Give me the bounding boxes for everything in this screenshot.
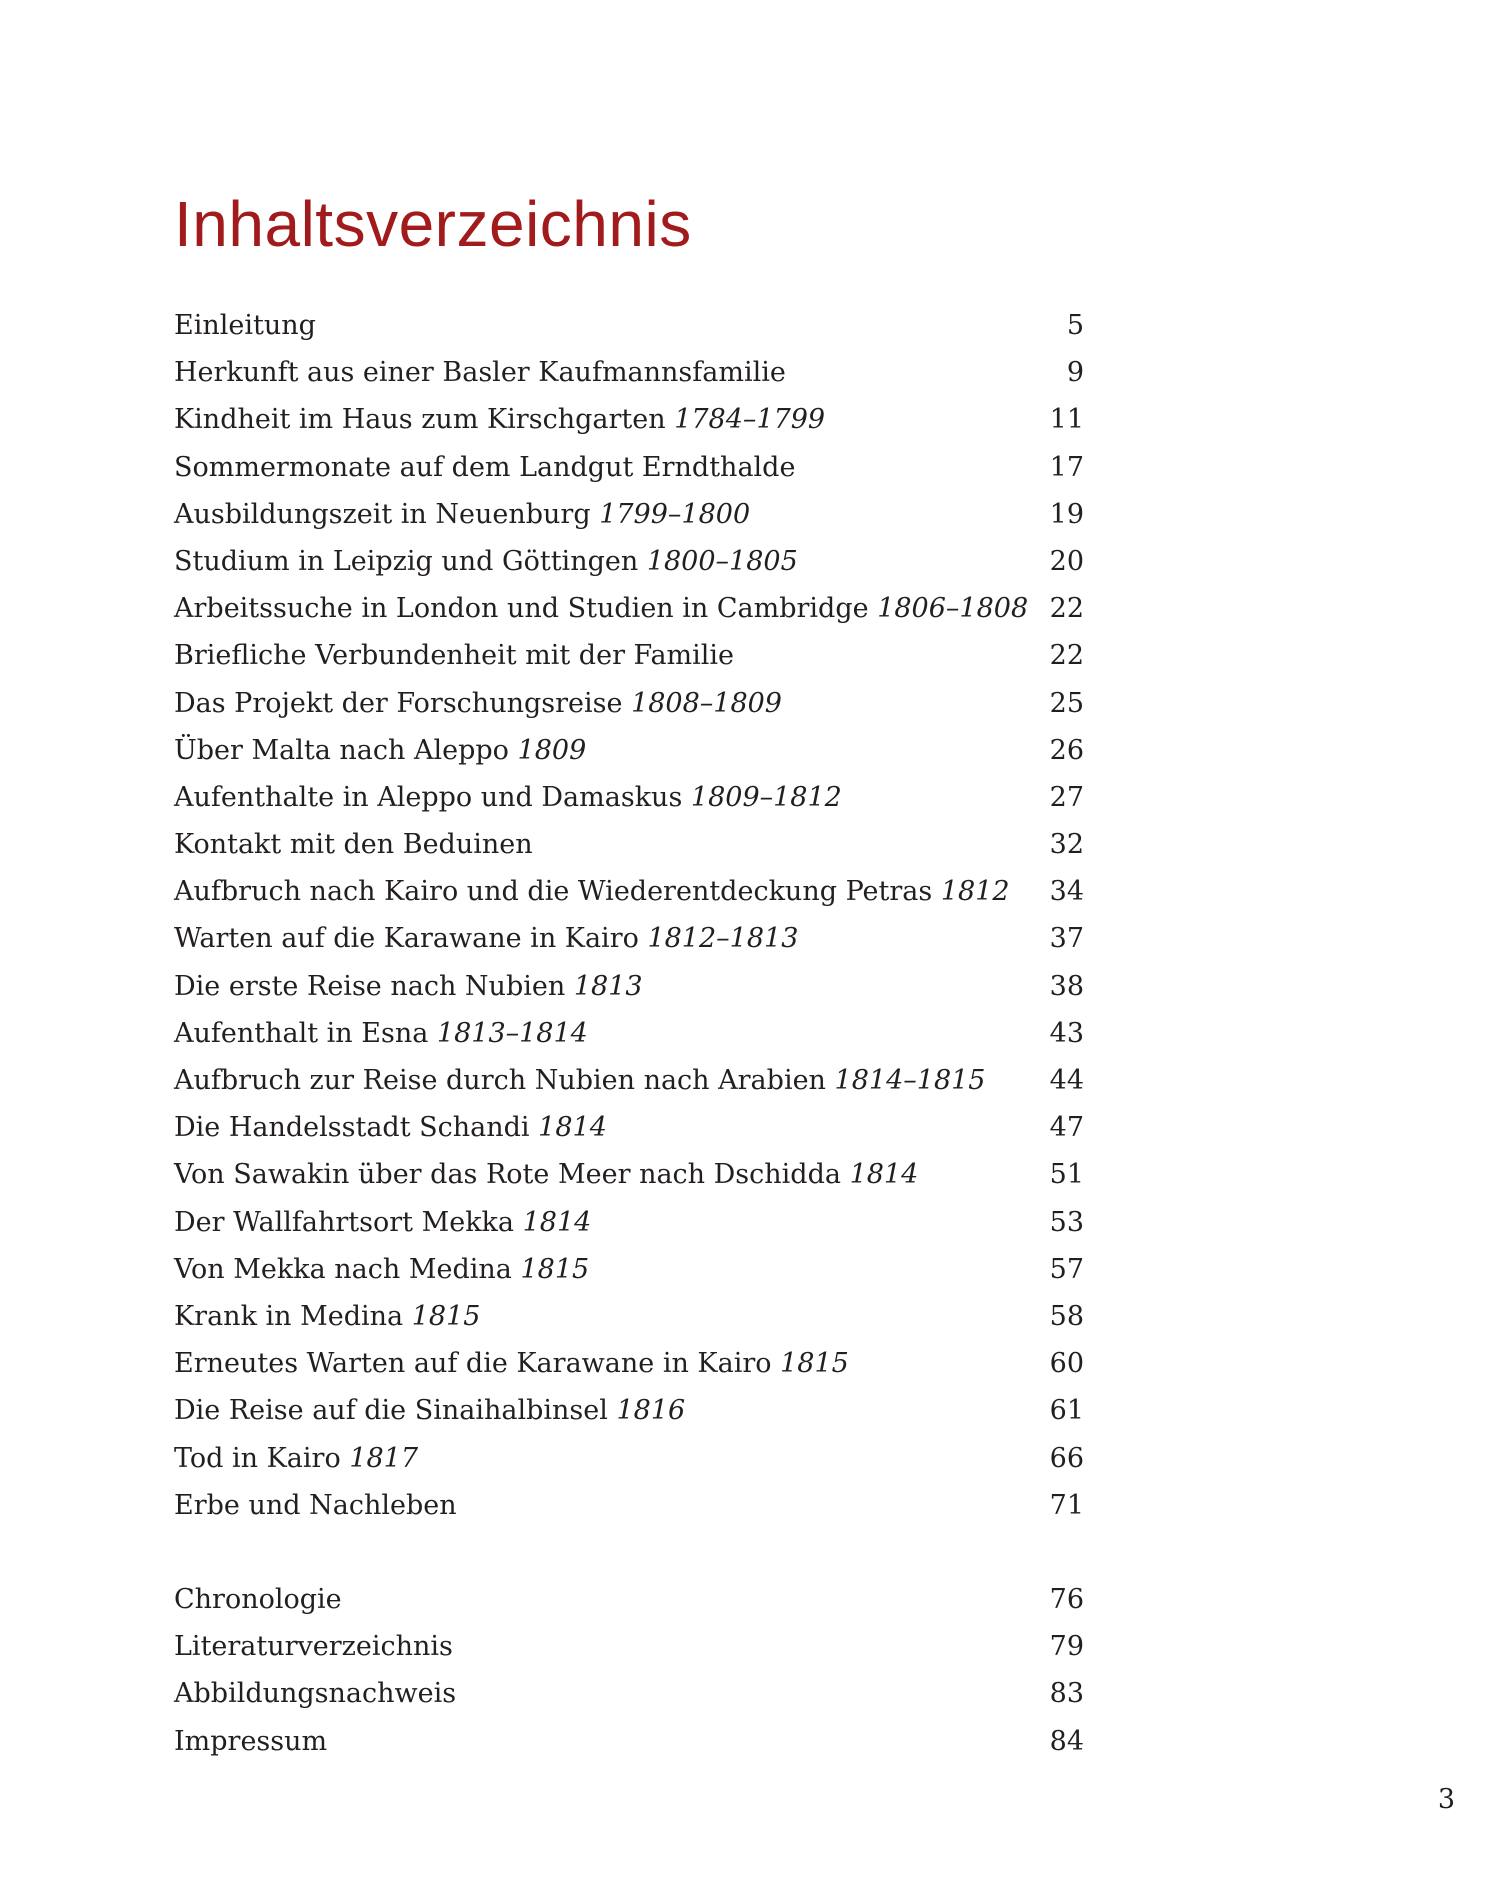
toc-entry-page: 37 xyxy=(1049,923,1084,955)
toc-entry-title-text: Das Projekt der Forschungsreise xyxy=(174,687,623,719)
toc-entry-year: 1813–1814 xyxy=(436,1017,588,1049)
toc-entry xyxy=(174,1057,1084,1104)
toc-entry-title-text: Krank in Medina xyxy=(174,1300,404,1332)
toc-entry-title-text: Die Reise auf die Sinaihalbinsel xyxy=(174,1395,608,1427)
toc-entry-title xyxy=(174,1623,453,1670)
toc-entry-year: 1815 xyxy=(780,1348,849,1380)
toc-entry-title xyxy=(174,1104,607,1151)
toc-entry-title xyxy=(174,1246,589,1293)
toc-entry-page: 11 xyxy=(1049,404,1084,436)
toc-entry-title-text: Aufenthalte in Aleppo und Damaskus xyxy=(174,781,683,813)
toc-entry xyxy=(174,774,1084,821)
toc-entry xyxy=(174,349,1084,396)
toc-entry-title xyxy=(174,963,643,1010)
toc-entry-title xyxy=(174,444,795,491)
toc-entry-title xyxy=(174,1576,342,1623)
toc-entry-year: 1809–1812 xyxy=(690,781,842,813)
toc-entry xyxy=(174,1010,1084,1057)
toc-entry xyxy=(174,915,1084,962)
toc-entry-title xyxy=(174,1435,418,1482)
toc-entry xyxy=(174,1104,1084,1151)
toc-entry-title xyxy=(174,396,825,443)
toc-entry xyxy=(174,1199,1084,1246)
toc-entry-page: 20 xyxy=(1049,545,1084,577)
toc-entry xyxy=(174,1387,1084,1434)
toc-entry-title-text: Der Wallfahrtsort Mekka xyxy=(174,1206,515,1238)
toc-entry-year: 1814–1815 xyxy=(834,1065,986,1096)
toc-entry-page: 76 xyxy=(1049,1584,1084,1615)
toc-entry-title-text: Warten auf die Karawane in Kairo xyxy=(174,923,639,955)
toc-entry-title-text: Literaturverzeichnis xyxy=(174,1631,453,1663)
toc-entry xyxy=(174,1293,1084,1340)
toc-entry xyxy=(174,1576,1084,1623)
toc-entry-title-text: Herkunft aus einer Basler Kaufmannsfamilie xyxy=(174,357,786,389)
toc-entry xyxy=(174,491,1084,538)
toc-entry-title-text: Einleitung xyxy=(174,310,316,341)
toc-entry-title-text: Die Handelsstadt Schandi xyxy=(174,1112,530,1144)
toc-entry-title-text: Impressum xyxy=(174,1725,328,1757)
toc-entry-title xyxy=(174,1057,985,1104)
toc-entry-year: 1808–1809 xyxy=(631,687,782,719)
toc-entry-title xyxy=(174,915,798,962)
toc-entry-year: 1812 xyxy=(940,876,1010,908)
toc-entry-title xyxy=(174,727,586,774)
toc-entry xyxy=(174,1670,1084,1717)
toc-entry-year: 1817 xyxy=(349,1442,419,1474)
toc-entry-page: 32 xyxy=(1049,829,1084,861)
toc-entry xyxy=(174,1151,1084,1198)
toc-entry-year: 1814 xyxy=(522,1206,592,1238)
toc-entry-page: 61 xyxy=(1049,1395,1084,1427)
toc-entry-title xyxy=(174,821,533,868)
toc-entry-title-text: Die erste Reise nach Nubien xyxy=(174,970,566,1002)
toc-entry xyxy=(174,1482,1084,1529)
toc-entry-title xyxy=(174,1482,457,1529)
toc-entry-page: 9 xyxy=(1066,357,1084,389)
toc-entry xyxy=(174,1435,1084,1482)
toc-entry-title xyxy=(174,1670,456,1717)
toc-entry-title-text: Aufbruch nach Kairo und die Wiederentdeckung Petras xyxy=(174,876,933,908)
toc-entry-page: 84 xyxy=(1049,1725,1084,1757)
toc-entry-page: 27 xyxy=(1049,781,1084,813)
toc-entry-title-text: Tod in Kairo xyxy=(174,1442,341,1474)
toc-entry-page: 22 xyxy=(1049,593,1084,625)
toc-entry-page: 66 xyxy=(1049,1442,1084,1474)
toc-entry-year: 1815 xyxy=(411,1300,481,1332)
toc-entry-year: 1814 xyxy=(849,1159,919,1191)
toc-entry-year: 1814 xyxy=(538,1112,607,1144)
toc-entry-page: 22 xyxy=(1049,640,1084,672)
toc-entry-page: 5 xyxy=(1066,310,1084,341)
toc-entry xyxy=(174,963,1084,1010)
toc-entry xyxy=(174,868,1084,915)
toc-entry-title xyxy=(174,632,734,679)
toc-entry xyxy=(174,538,1084,585)
toc-entry-year: 1806–1808 xyxy=(877,593,1029,625)
toc-entry-title xyxy=(174,1718,327,1765)
toc-entry-title-text: Chronologie xyxy=(174,1584,342,1615)
toc-entry-title xyxy=(174,491,750,538)
toc-entry-title xyxy=(174,774,842,821)
toc-entry xyxy=(174,680,1084,727)
toc-entry xyxy=(174,302,1084,349)
toc-entry-title xyxy=(174,1151,918,1198)
toc-entry-title-text: Sommermonate auf dem Landgut Erndthalde xyxy=(174,451,796,483)
toc-entry-title-text: Briefliche Verbundenheit mit der Familie xyxy=(174,640,735,672)
toc-entry-page: 60 xyxy=(1049,1348,1084,1380)
toc-entry-title-text: Aufbruch zur Reise durch Nubien nach Arabien xyxy=(174,1065,826,1096)
toc-entry-page: 79 xyxy=(1049,1631,1084,1663)
page-title: Inhaltsverzeichnis xyxy=(174,188,692,260)
toc-entry-page: 47 xyxy=(1049,1112,1084,1144)
toc-entry-title-text: Aufenthalt in Esna xyxy=(174,1017,429,1049)
toc-entry-page: 53 xyxy=(1049,1206,1084,1238)
toc-entry xyxy=(174,585,1084,632)
toc-entry-page: 25 xyxy=(1049,687,1084,719)
toc-entry-page: 19 xyxy=(1049,498,1084,530)
toc-appendix-list xyxy=(174,1576,1084,1765)
toc-entry-title xyxy=(174,680,782,727)
toc-entry-year: 1784–1799 xyxy=(674,404,826,436)
toc-entry-page: 38 xyxy=(1049,970,1084,1002)
toc-entry xyxy=(174,444,1084,491)
toc-entry-title-text: Abbildungsnachweis xyxy=(174,1678,457,1710)
toc-entry-title xyxy=(174,302,316,349)
toc-entry xyxy=(174,727,1084,774)
toc-entry-year: 1809 xyxy=(517,734,587,766)
toc-entry-title-text: Über Malta nach Aleppo xyxy=(174,734,509,766)
toc-entry-title-text: Kindheit im Haus zum Kirschgarten xyxy=(174,404,666,436)
toc-entry-page: 51 xyxy=(1049,1159,1084,1191)
toc-entry-page: 57 xyxy=(1049,1253,1084,1285)
toc-entry xyxy=(174,1623,1084,1670)
toc-entry-title xyxy=(174,1340,849,1387)
toc-entry-title-text: Kontakt mit den Beduinen xyxy=(174,829,533,861)
toc-entry-title xyxy=(174,349,786,396)
toc-entry-year: 1800–1805 xyxy=(646,545,798,577)
toc-entry-title-text: Erbe und Nachleben xyxy=(174,1489,457,1521)
toc-chapter-list xyxy=(174,302,1084,1529)
toc-entry xyxy=(174,1718,1084,1765)
toc-entry-year: 1813 xyxy=(573,970,643,1002)
toc-entry-page: 71 xyxy=(1049,1489,1084,1521)
toc-entry-page: 26 xyxy=(1049,734,1084,766)
toc-entry xyxy=(174,1246,1084,1293)
toc-entry-title xyxy=(174,1010,588,1057)
toc-entry-year: 1816 xyxy=(616,1395,686,1427)
toc-entry-title-text: Arbeitssuche in London und Studien in Cambridge xyxy=(174,593,869,625)
toc-entry-page: 58 xyxy=(1049,1300,1084,1332)
toc-entry-title xyxy=(174,1387,685,1434)
toc-entry-page: 83 xyxy=(1049,1678,1084,1710)
toc-entry-title xyxy=(174,585,1028,632)
toc-entry-title-text: Ausbildungszeit in Neuenburg xyxy=(174,498,591,530)
toc-entry-year: 1799–1800 xyxy=(599,498,751,530)
toc-entry-page: 34 xyxy=(1049,876,1084,908)
toc-entry-title xyxy=(174,538,798,585)
toc-entry xyxy=(174,632,1084,679)
toc-entry-title-text: Von Sawakin über das Rote Meer nach Dschidda xyxy=(174,1159,841,1191)
toc-entry-year: 1812–1813 xyxy=(647,923,799,955)
toc-entry-page: 44 xyxy=(1049,1065,1084,1096)
toc-entry-title-text: Erneutes Warten auf die Karawane in Kairo xyxy=(174,1348,772,1380)
toc-entry-title xyxy=(174,868,1010,915)
page-number: 3 xyxy=(1437,1784,1455,1815)
toc-entry xyxy=(174,1340,1084,1387)
toc-entry-page: 17 xyxy=(1049,451,1084,483)
toc-entry-title-text: Studium in Leipzig und Göttingen xyxy=(174,545,639,577)
toc-entry-title xyxy=(174,1199,591,1246)
toc-entry xyxy=(174,821,1084,868)
toc-entry-title-text: Von Mekka nach Medina xyxy=(174,1253,512,1285)
toc-entry-year: 1815 xyxy=(520,1253,590,1285)
toc-entry xyxy=(174,396,1084,443)
toc-entry-page: 43 xyxy=(1049,1017,1084,1049)
toc-entry-title xyxy=(174,1293,480,1340)
